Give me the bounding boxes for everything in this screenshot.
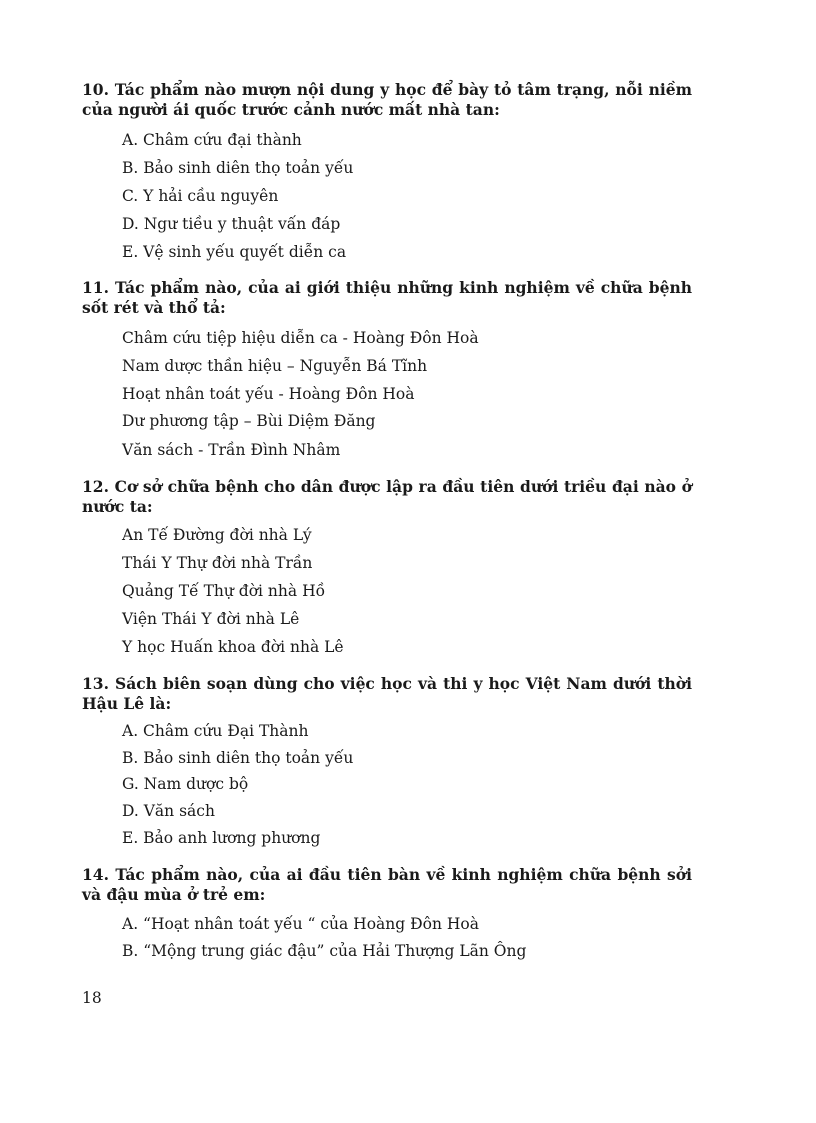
question-13-option-d: D. Văn sách (122, 802, 215, 820)
question-10-option-c: C. Y hải cầu nguyên (122, 187, 279, 205)
question-12-option-1: An Tế Đường đời nhà Lý (122, 526, 312, 544)
page-number: 18 (82, 989, 102, 1007)
question-11-option-4: Dư phương tập – Bùi Diệm Đăng (122, 412, 376, 430)
question-11-option-3: Hoạt nhân toát yếu - Hoàng Đôn Hoà (122, 385, 415, 403)
question-10: 10. Tác phẩm nào mượn nội dung y học để bày tỏ tâm trạng, nỗi niềm của người ái quốc trước cảnh nước mất nhà tan: (82, 80, 692, 119)
question-13: 13. Sách biên soạn dùng cho việc học và thi y học Việt Nam dưới thời Hậu Lê là: (82, 674, 692, 713)
question-14-option-a: A. “Hoạt nhân toát yếu “ của Hoàng Đôn Hoà (122, 915, 479, 933)
question-10-option-b: B. Bảo sinh diên thọ toản yếu (122, 159, 354, 177)
question-14-option-b: B. “Mộng trung giác đậu” của Hải Thượng Lãn Ông (122, 942, 527, 960)
question-14: 14. Tác phẩm nào, của ai đầu tiên bàn về kinh nghiệm chữa bệnh sởi và đậu mùa ở trẻ em: (82, 865, 692, 904)
question-11-option-1: Châm cứu tiệp hiệu diễn ca - Hoàng Đôn Hoà (122, 329, 479, 347)
question-13-option-a: A. Châm cứu Đại Thành (122, 722, 309, 740)
question-12-option-3: Quảng Tế Thự đời nhà Hồ (122, 582, 326, 600)
question-11-option-5: Văn sách - Trần Đình Nhâm (122, 441, 341, 459)
question-10-option-e: E. Vệ sinh yếu quyết diễn ca (122, 243, 347, 261)
question-11-option-2: Nam dược thần hiệu – Nguyễn Bá Tĩnh (122, 357, 428, 375)
question-13-option-e: E. Bảo anh lương phương (122, 829, 321, 847)
question-10-option-d: D. Ngư tiều y thuật vấn đáp (122, 215, 341, 233)
question-10-option-a: A. Châm cứu đại thành (122, 131, 302, 149)
question-12-option-4: Viện Thái Y đời nhà Lê (122, 610, 300, 628)
question-12: 12. Cơ sở chữa bệnh cho dân được lập ra đầu tiên dưới triều đại nào ở nước ta: (82, 477, 692, 516)
question-11: 11. Tác phẩm nào, của ai giới thiệu những kinh nghiệm về chữa bệnh sốt rét và thổ tả: (82, 278, 692, 317)
question-13-option-b: B. Bảo sinh diên thọ toản yếu (122, 749, 354, 767)
question-12-option-5: Y học Huấn khoa đời nhà Lê (122, 638, 344, 656)
question-13-option-g: G. Nam dược bộ (122, 775, 249, 793)
question-12-option-2: Thái Y Thự đời nhà Trần (122, 554, 313, 572)
